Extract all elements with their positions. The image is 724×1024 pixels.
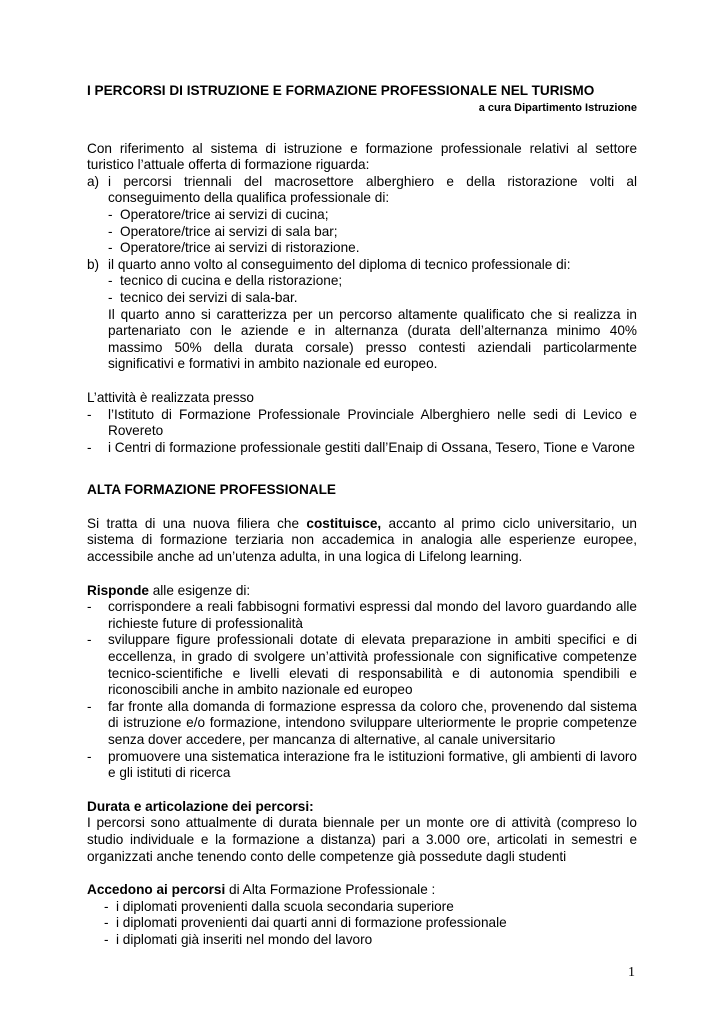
list-item-text: il quarto anno volto al conseguimento del diploma di tecnico professionale di:: [108, 256, 571, 272]
activity-lead: L’attività è realizzata presso: [87, 389, 254, 405]
durata-paragraph: I percorsi sono attualmente di durata biennale per un monte ore di attività (compreso lo studio individuale e la formazione a distanza) pari a 3.000 ore, articolati in semestri e organizzati anche tenendo conto delle competenze già possedute dagli studenti: [87, 815, 637, 864]
intro-paragraph: Con riferimento al sistema di istruzione e formazione professionale relativi al settore turistico l’attuale offerta di formazione riguarda:: [87, 140, 637, 173]
list-item: - l’Istituto di Formazione Professionale Provinciale Alberghiero nelle sedi di Levico e Rovereto: [87, 406, 637, 439]
list-item: - Operatore/trice ai servizi di ristorazione.: [108, 240, 360, 256]
document-subtitle: a cura Dipartimento Istruzione: [478, 101, 637, 114]
list-item: - corrispondere a reali fabbisogni formativi espressi dal mondo del lavoro guardando alle richieste future di professionalità: [87, 599, 637, 631]
list-item-text: i percorsi triennali del macrosettore alberghiero e della ristorazione volti al conseguimento della qualifica professionale di:: [108, 173, 637, 206]
diploma-list: [87, 273, 637, 373]
document-title: I PERCORSI DI ISTRUZIONE E FORMAZIONE PROFESSIONALE NEL TURISMO: [87, 83, 595, 98]
list-item-b: [87, 257, 637, 274]
list-marker: a): [87, 173, 100, 189]
document-page: [87, 83, 637, 949]
list-item: - i Centri di formazione professionale gestiti dall’Enaip di Ossana, Tesero, Tione e Varone: [87, 439, 635, 455]
list-item: - i diplomati provenienti dai quarti anni di formazione professionale: [104, 915, 507, 931]
list-item: - tecnico dei servizi di sala-bar.: [108, 289, 298, 305]
list-item: - far fronte alla domanda di formazione espressa da coloro che, provenendo dal sistema di istruzione e/o formazione, intendono sviluppare ulteriormente le proprie competenze senza dover accedere, per mancanza di alternative, al canale universitario: [87, 698, 637, 747]
list-item: - tecnico di cucina e della ristorazione;: [108, 273, 343, 289]
quarto-anno-note: Il quarto anno si caratterizza per un percorso altamente qualificato che si realizza in partenariato con le aziende e in alternanza (durata dell’alternanza minimo 40% massimo 50% della durata corsale) presso contesti aziendali particolarmente significativi e formativi in ambito nazionale ed europeo.: [108, 306, 637, 372]
list-item: - sviluppare figure professionali dotate di elevata preparazione in ambiti specifici e di eccellenza, in grado di svolgere un’attività professionale con significative competenze tecnico-scientifiche e livelli elevati di responsabilità e di autonomia spendibili e riconoscibili anche in ambito nazionale ed europeo: [87, 632, 637, 698]
page-number: 1: [628, 965, 635, 980]
section-heading: ALTA FORMAZIONE PROFESSIONALE: [87, 482, 336, 498]
accedono-lead: Accedono ai percorsi di Alta Formazione Professionale :: [87, 882, 436, 898]
alta-intro-paragraph: Si tratta di una nuova filiera che costituisce, accanto al primo ciclo universitario, un sistema di formazione terziaria non accademica in analogia alle esperienze europee, accessibile anche ad un’utenza adulta, in una logica di Lifelong learning.: [87, 515, 637, 565]
risponde-lead: Risponde alle esigenze di:: [87, 582, 251, 598]
list-item: - i diplomati provenienti dalla scuola secondaria superiore: [104, 898, 454, 914]
durata-heading: Durata e articolazione dei percorsi:: [87, 798, 314, 814]
list-item: - Operatore/trice ai servizi di sala bar;: [108, 223, 338, 239]
qualifica-list: [87, 207, 637, 257]
list-item-a: [87, 174, 637, 207]
list-item: - promuovere una sistematica interazione fra le istituzioni formative, gli ambienti di lavoro e gli istituti di ricerca: [87, 748, 637, 781]
list-item: - Operatore/trice ai servizi di cucina;: [108, 206, 329, 222]
list-item: - i diplomati già inseriti nel mondo del lavoro: [104, 931, 373, 947]
list-marker: b): [87, 256, 100, 272]
